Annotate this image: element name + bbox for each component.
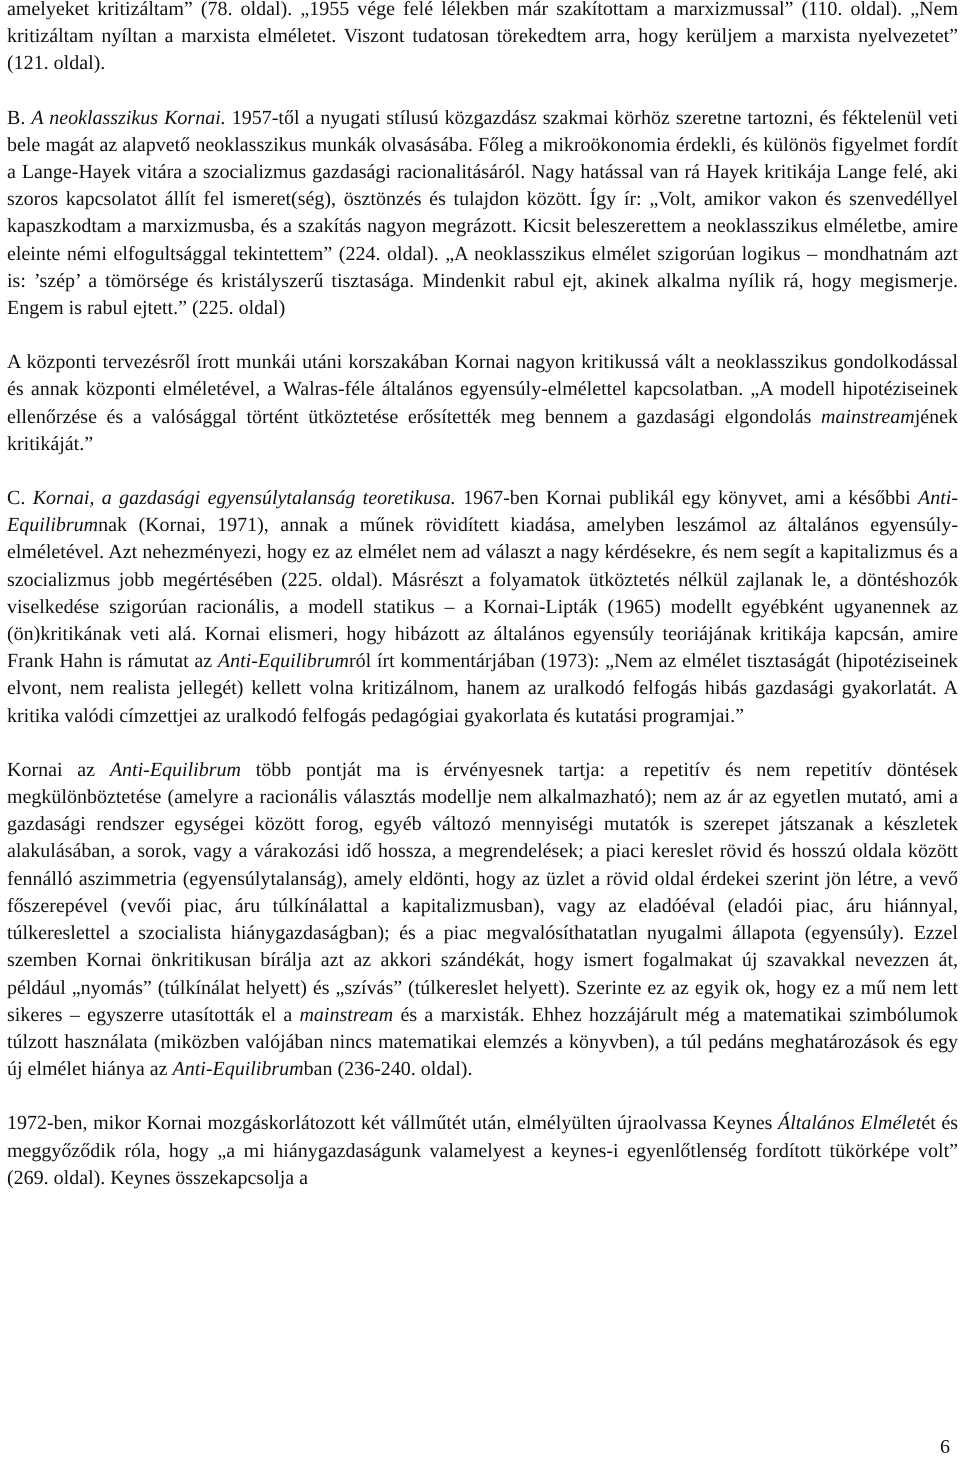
text-segment: jének kritikáját.” <box>7 405 958 455</box>
text-segment: és a marxisták. Ehhez hozzájárult még a matematikai szimbólumok túlzott használata (miközben valójában nincs matematikai elemzés a könyvben), a túl pedáns meghatározások és egy új elmélet hiánya az <box>7 1003 958 1081</box>
paragraph-4-section-c <box>7 485 958 730</box>
paragraph-2-section-b <box>7 105 958 323</box>
text-segment: A központi tervezésről írott munkái utáni korszakában Kornai nagyon kritikussá vált a neoklasszikus gondolkodással és annak központi elméletével, a Walras-féle általános egyensúly-elmélettel kapcsolatban. „A modell hipotéziseinek ellenőrzése és a valósággal történt ütköztetése erősítették meg bennem a gazdasági elgondolás <box>7 351 958 428</box>
text-segment: 1957-től a nyugati stílusú közgazdász szakmai körhöz szeretne tartozni, és féktelenül veti bele magát az alapvető neoklasszikus munkák olvasásába. Főleg a mikroökonomia érdekli, és különös figyelmet fordít a Lange-Hayek vitára a szocializmus gazdasági racionalitásáról. Nagy hatással van rá Hayek kritikája Lange felé, aki szoros kapcsolatot állít fel ismeret(ség), ösztönzés és tulajdon között. Így ír: „Volt, amikor vakon és szenvedéllyel kapaszkodtam a marxizmusba, és a szakítás nagyon megrázott. Kicsit beleszerettem a neoklasszikus elméletbe, amire eleinte némi elfogultsággal tekintettem” (224. oldal). „A neoklasszikus elmélet szigorúan logikus – mondhatnám azt is: ’szép’ a tömörsége és kristályszerű tisztasága. Mindenkit rabul ejt, akinek alkalma nyílik rá, hogy megismerje. Engem is rabul ejtett.” (225. oldal) <box>7 106 958 320</box>
italic-title: Anti-Equilibrum <box>7 487 959 537</box>
page-number: 6 <box>940 1436 950 1458</box>
section-label: B. <box>7 106 32 129</box>
italic-title: Anti-Equilibrum <box>172 1058 304 1081</box>
text-segment: Kornai az <box>7 758 110 781</box>
paragraph-1 <box>7 0 958 78</box>
italic-title: Általános Elmélet <box>778 1112 922 1135</box>
paragraph-6 <box>7 1110 958 1192</box>
text-segment: 1972-ben, mikor Kornai mozgáskorlátozott két vállműtét után, elmélyülten újraolvassa Keynes <box>7 1112 779 1135</box>
text-segment: amelyeket kritizáltam” (78. oldal). „1955 vége felé lélekben már szakítottam a marxizmussal” (110. oldal). „Nem kritizáltam nyíltan a marxista elméletet. Viszont tudatosan törekedtem arra, hogy kerüljem a marxista nyelvezetet” (121. oldal). <box>7 0 958 75</box>
italic-title: Anti-Equilibrum <box>217 650 349 673</box>
text-segment: 1967-ben Kornai publikál egy könyvet, ami a későbbi <box>455 487 919 510</box>
text-segment: ban (236-240. oldal). <box>303 1058 473 1081</box>
text-segment: nak (Kornai, 1971), annak a műnek rövidített kiadása, amelyben leszámol az általános egyensúly-elméletével. Azt nehezményezi, hogy ez az elmélet nem ad választ a nagy kérdésekre, és nem segít a kapitalizmus és a szocializmus jobb megértésében (225. oldal). Másrészt a folyamatok ütköztetés nélkül zajlanak le, a döntéshozók viselkedése szigorúan racionális, a modell statikus – a Kornai-Lipták (1965) modellt egyébként ugyanennek az (ön)kritikának veti alá. Kornai elismeri, hogy hibázott az általános egyensúly teoriájának kritikája kapcsán, amire Frank Hahn is rámutat az <box>7 514 958 673</box>
text-segment: ét és meggyőződik róla, hogy „a mi hiánygazdaságunk valamelyest a keynes-i egyenlőtlenség fordított tükörképe volt” (269. oldal). Keynes összekapcsolja a <box>7 1112 959 1189</box>
italic-term: mainstream <box>820 405 915 428</box>
text-segment: ról írt kommentárjában (1973): „Nem az elmélet tisztaságát (hipotéziseinek elvont, nem realista jellegét) kellett volna kritizálnom, hanem az uralkodó felfogás hibás gazdasági gyakorlatát. A kritika valódi címzettjei az uralkodó felfogás pedagógiai gyakorlata és kutatási programjai.” <box>7 650 958 727</box>
section-label: C. <box>7 487 33 510</box>
italic-title: Anti-Equilibrum <box>109 758 241 781</box>
paragraph-3 <box>7 349 958 458</box>
text-segment: több pontját ma is érvényesnek tartja: a repetitív és nem repetitív döntések megkülönböztetése (amelyre a racionális választás modellje nem alkalmazható); nem az ár az egyetlen mutató, ami a gazdasági rendszer egységei között forog, egyéb változó mennyiségi mutatók is szerepet játszanak a készletek alakulásában, a sorok, vagy a várakozási idő hossza, a megrendelések; a piaci kereslet rövid és hosszú oldala között fennálló aszimmetria (egyensúlytalanság), amely eldönti, hogy az üzlet a rövid oldal érdekei szerint jön létre, a vevő főszerepével (vevői piac, áru túlkínálattal a kapitalizmusban), vagy az eladóéval (eladói piac, áru hiánnyal, túlkereslettel a szocialista hiánygazdaságban); és a piac megvalósíthatatlan nyugalmi állapota (egyensúly). Ezzel szemben Kornai önkritikusan bírálja azt az akkori szándékát, hogy ismert fogalmakat új szavakkal nevezzen át, például „nyomás” (túlkínálat helyett) és „szívás” (túlkereslet helyett). Szerinte ez az egyik ok, hogy ez a mű nem lett sikeres – egyszerre utasították el a <box>7 758 958 1026</box>
paragraph-5 <box>7 757 958 1083</box>
section-heading-italic: A neoklasszikus Kornai. <box>31 106 226 129</box>
italic-term: mainstream <box>299 1003 394 1026</box>
section-heading-italic: Kornai, a gazdasági egyensúlytalanság teoretikusa. <box>32 487 456 510</box>
document-body <box>7 0 958 1219</box>
